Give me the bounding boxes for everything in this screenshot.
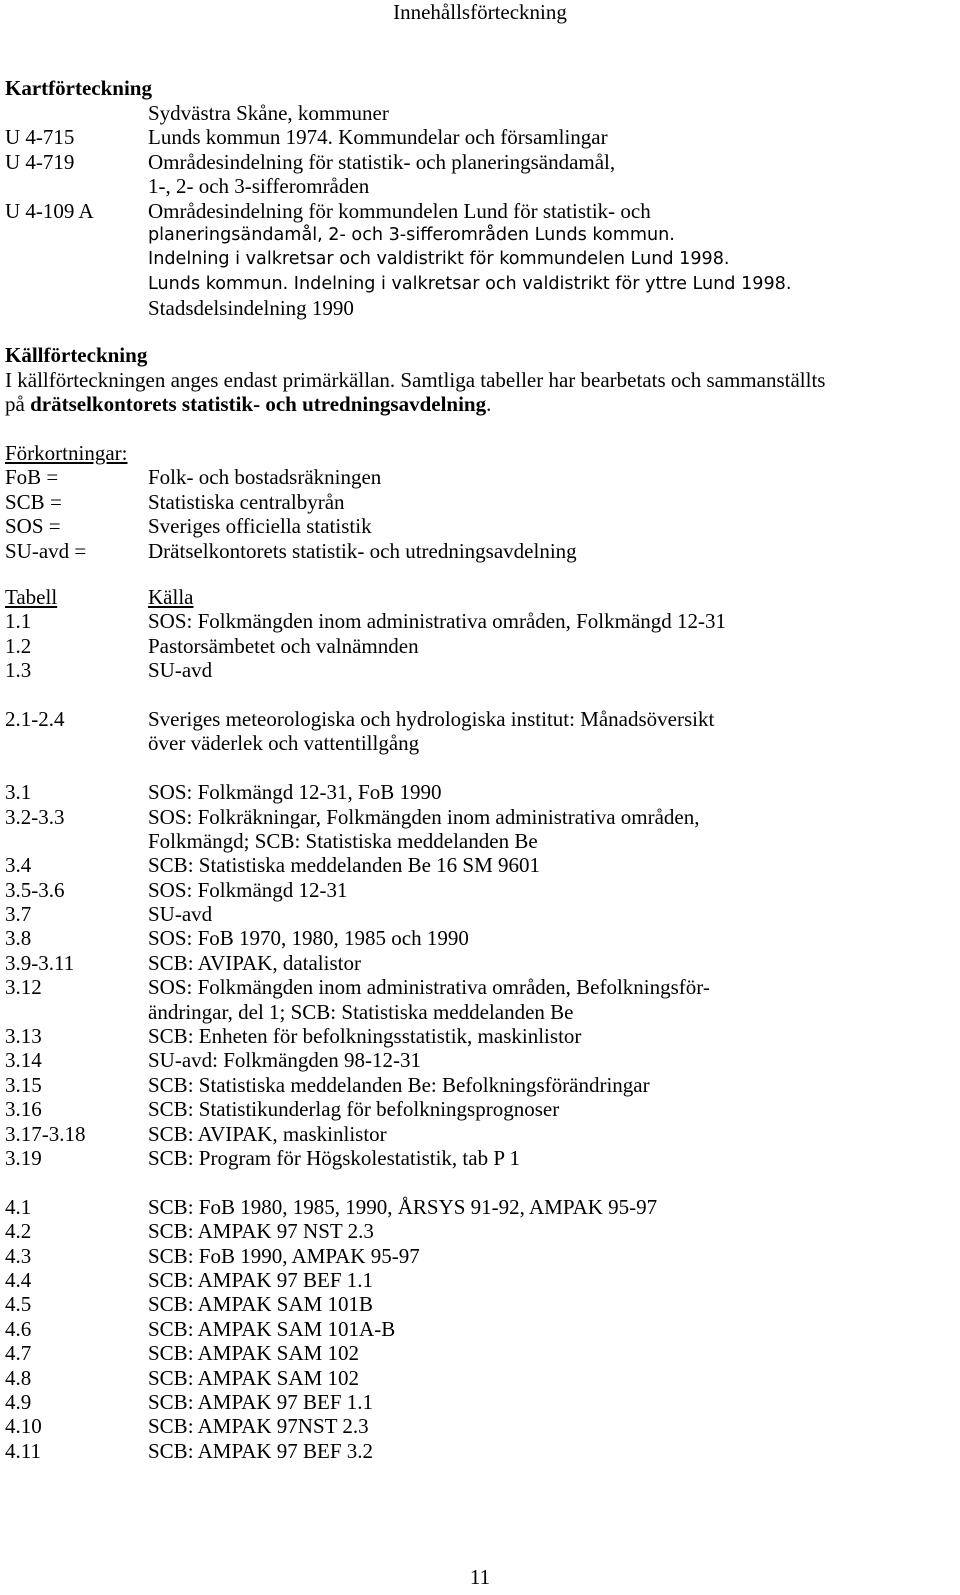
table-source: SCB: AVIPAK, maskinlistor [148,1121,387,1146]
map-list-row [5,272,945,296]
table-source: SU-avd [148,658,213,683]
map-code: U 4-109 A [5,198,94,223]
table-number: 3.17-3.18 [5,1121,86,1146]
table-source: SOS: Folkmängd 12-31 [148,877,348,902]
table-row [5,975,945,999]
table-source: Pastorsämbetet och valnämnden [148,633,419,658]
map-description: planeringsändamål, 2- och 3-sifferområden Lunds kommun. [148,224,675,245]
line2-suffix: . [486,392,492,417]
map-code [5,296,148,320]
table-number: 3.8 [5,926,32,951]
map-description: Lunds kommun. Indelning i valkretsar och valdistrikt för yttre Lund 1998. [148,273,792,294]
table-source: SCB: AMPAK SAM 101A-B [148,1316,396,1341]
abbreviation: SCB = [5,489,62,514]
line2-prefix: på [5,392,31,417]
row-gap [5,1170,945,1194]
abbreviation: SU-avd = [5,538,87,563]
abbreviation: FoB = [5,465,59,490]
map-list-row [5,174,945,198]
page-header-title: Innehållsförteckning [393,0,567,24]
table-row [5,1000,945,1024]
table-number: 1.1 [5,609,32,634]
sources-table-header [5,585,945,609]
table-number [5,829,148,853]
table-number: 4.3 [5,1243,32,1268]
table-source: SCB: Statistiska meddelanden Be: Befolkningsförändringar [148,1072,650,1097]
table-number: 3.1 [5,780,32,805]
kallforteckning-line-1: I källförteckningen anges endast primärkällan. Samtliga tabeller har bearbetats och sammanställts [5,368,826,392]
table-source: ändringar, del 1; SCB: Statistiska meddelanden Be [148,999,574,1024]
table-number: 4.6 [5,1316,32,1341]
kallforteckning-line-2 [5,392,945,416]
table-number [5,1000,148,1024]
map-code [5,223,148,247]
map-description: 1-, 2- och 3-sifferområden [148,174,370,199]
table-row [5,878,945,902]
table-number: 3.7 [5,902,32,927]
abbreviation-row [5,539,945,563]
table-row [5,1244,945,1268]
table-number: 3.5-3.6 [5,877,65,902]
table-row [5,805,945,829]
table-number: 1.2 [5,633,32,658]
table-row [5,731,945,755]
map-description: Områdesindelning för kommundelen Lund för statistik- och [148,198,651,223]
abbreviations-list [5,465,945,563]
abbreviation-row [5,514,945,538]
table-row [5,902,945,926]
table-source: Sveriges meteorologiska och hydrologiska institut: Månadsöversikt [148,706,715,731]
map-list-row [5,199,945,223]
table-row [5,1024,945,1048]
table-number: 4.8 [5,1365,32,1390]
map-code: U 4-719 [5,149,75,174]
map-list-row [5,223,945,247]
table-row [5,1292,945,1316]
table-number: 3.4 [5,853,32,878]
row-gap [5,756,945,780]
table-row [5,1146,945,1170]
map-list-row [5,125,945,149]
table-source: SU-avd [148,902,213,927]
table-row [5,926,945,950]
map-list-row [5,296,945,320]
table-number: 4.10 [5,1414,42,1439]
table-row [5,1317,945,1341]
table-source: SCB: Statistiska meddelanden Be 16 SM 9601 [148,853,540,878]
table-source: SCB: AMPAK 97 BEF 1.1 [148,1389,374,1414]
table-number [5,731,148,755]
table-row [5,853,945,877]
abbreviations-section [5,441,945,563]
kallforteckning-heading: Källförteckning [5,343,148,367]
table-row [5,634,945,658]
table-number: 4.4 [5,1267,32,1292]
table-row [5,1341,945,1365]
abbreviation-row [5,465,945,489]
abbreviation-meaning: Statistiska centralbyrån [148,489,345,514]
table-source: SCB: FoB 1980, 1985, 1990, ÅRSYS 91-92, AMPAK 95-97 [148,1194,658,1219]
table-number: 3.2-3.3 [5,804,65,829]
table-row [5,1439,945,1463]
table-number: 3.15 [5,1072,42,1097]
table-row [5,1097,945,1121]
abbreviation-meaning: Sveriges officiella statistik [148,514,372,539]
table-row [5,1195,945,1219]
table-source: SCB: AMPAK 97 NST 2.3 [148,1219,374,1244]
table-source: SCB: Statistikunderlag för befolkningsprognoser [148,1097,560,1122]
table-number: 3.9-3.11 [5,950,75,975]
table-number: 3.14 [5,1048,42,1073]
kallforteckning-text [5,368,945,417]
table-row [5,829,945,853]
table-source: SCB: AMPAK SAM 101B [148,1292,374,1317]
table-row [5,780,945,804]
kartforteckning-heading: Kartförteckning [5,76,152,100]
table-row [5,609,945,633]
column-header-source: Källa [148,585,194,609]
map-list-row [5,101,945,125]
table-source: SCB: AMPAK 97 BEF 1.1 [148,1267,374,1292]
map-code [5,174,148,198]
table-source: SOS: Folkmängden inom administrativa områden, Folkmängd 12-31 [148,609,727,634]
table-number: 3.13 [5,1024,42,1049]
table-row [5,951,945,975]
table-row [5,1366,945,1390]
table-number: 3.16 [5,1097,42,1122]
table-source: SOS: Folkmängden inom administrativa områden, Befolkningsför- [148,975,710,1000]
map-description: Sydvästra Skåne, kommuner [148,101,389,125]
abbreviation-row [5,490,945,514]
table-source: SU-avd: Folkmängden 98-12-31 [148,1048,421,1073]
table-number: 4.2 [5,1219,32,1244]
map-list-row [5,247,945,271]
table-source: SOS: Folkmängd 12-31, FoB 1990 [148,780,442,805]
map-description: Områdesindelning för statistik- och planeringsändamål, [148,149,616,174]
abbreviation-meaning: Folk- och bostadsräkningen [148,465,382,490]
table-number: 3.19 [5,1145,42,1170]
table-source: Folkmängd; SCB: Statistiska meddelanden Be [148,828,538,853]
table-number: 4.11 [5,1438,41,1463]
map-list-row [5,150,945,174]
map-list [5,101,945,321]
table-source: SCB: FoB 1990, AMPAK 95-97 [148,1243,420,1268]
table-source: över väderlek och vattentillgång [148,731,420,756]
row-gap [5,683,945,707]
sources-rows [5,609,945,1463]
column-header-table: Tabell [5,585,58,609]
page-number: 11 [469,1565,491,1589]
table-source: SCB: AMPAK 97NST 2.3 [148,1414,369,1439]
map-code: U 4-715 [5,125,75,150]
table-source: SOS: FoB 1970, 1980, 1985 och 1990 [148,926,469,951]
map-code [5,101,148,125]
table-row [5,1219,945,1243]
table-row [5,1073,945,1097]
map-description: Lunds kommun 1974. Kommundelar och församlingar [148,125,608,150]
table-number: 1.3 [5,658,32,683]
table-number: 4.7 [5,1341,32,1366]
table-row [5,1048,945,1072]
sources-table [5,585,945,1463]
table-source: SCB: AMPAK SAM 102 [148,1365,360,1390]
table-number: 4.5 [5,1292,32,1317]
table-source: SCB: AMPAK 97 BEF 3.2 [148,1438,374,1463]
abbreviations-heading: Förkortningar: [5,441,128,465]
table-row [5,1122,945,1146]
table-number: 4.9 [5,1389,32,1414]
table-row [5,1390,945,1414]
table-source: SOS: Folkräkningar, Folkmängden inom administrativa områden, [148,804,700,829]
table-row [5,1414,945,1438]
table-source: SCB: Program för Högskolestatistik, tab P 1 [148,1145,520,1170]
map-code [5,247,148,271]
abbreviation: SOS = [5,514,61,539]
table-number: 2.1-2.4 [5,706,65,731]
line2-bold-department: drätselkontorets statistik- och utredningsavdelning [30,392,487,417]
map-description: Indelning i valkretsar och valdistrikt för kommundelen Lund 1998. [148,249,730,270]
table-row [5,707,945,731]
table-source: SCB: AVIPAK, datalistor [148,950,361,975]
table-source: SCB: AMPAK SAM 102 [148,1341,360,1366]
map-description: Stadsdelsindelning 1990 [148,296,354,321]
abbreviation-meaning: Drätselkontorets statistik- och utredningsavdelning [148,538,577,563]
table-number: 3.12 [5,975,42,1000]
map-code [5,272,148,296]
table-source: SCB: Enheten för befolkningsstatistik, maskinlistor [148,1024,582,1049]
table-row [5,658,945,682]
table-number: 4.1 [5,1194,32,1219]
table-row [5,1268,945,1292]
